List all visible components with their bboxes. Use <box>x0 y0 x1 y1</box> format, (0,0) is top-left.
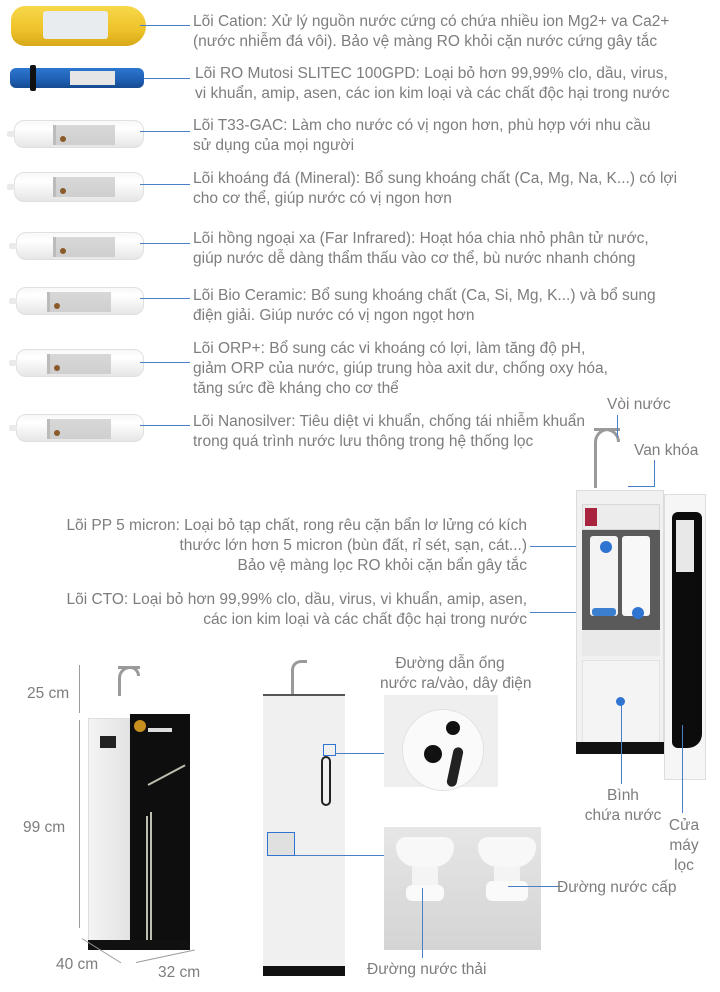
pp-filter-marker <box>600 541 612 553</box>
leader-line-valve-v <box>654 460 655 486</box>
filter-desc-t33: Lõi T33-GAC: Làm cho nước có vị ngon hơn, phù hợp với nhu cầu sử dụng của mọi người <box>193 117 651 154</box>
machine-open-view <box>576 490 706 780</box>
filter-cartridge-cation <box>11 6 146 46</box>
dimension-faucet-height: 25 cm <box>27 685 70 702</box>
dimension-depth: 40 cm <box>56 956 99 973</box>
inner-filter-desc-cto: Lõi CTO: Loại bỏ hơn 99,99% clo, dầu, virus, vi khuẩn, amip, asen, các ion kim loại và các chất độc hại trong nước <box>66 591 527 628</box>
rear-port-photo <box>384 695 498 787</box>
filter-desc-bio-ceramic: Lõi Bio Ceramic: Bổ sung khoáng chất (Ca, Si, Mg, K...) và bổ sung điện giải. Giúp nước có vị ngon ngọt hơn <box>193 287 656 324</box>
leader-line-orp <box>140 362 190 363</box>
label-valve: Van khóa <box>634 442 699 459</box>
label-water-drain: Đường nước thải <box>367 961 487 978</box>
label-faucet: Vòi nước <box>607 396 671 413</box>
leader-line-tank <box>621 702 622 784</box>
label-door: Cửa máy lọc <box>668 817 700 874</box>
dimension-line-body <box>79 720 80 928</box>
drain-port-highlight <box>267 832 295 856</box>
filter-desc-ro: Lõi RO Mutosi SLITEC 100GPD: Loại bỏ hơn 99,99% clo, dầu, virus, vi khuẩn, amip, asen, các ion kim loại và các chất độc hại trong nước <box>195 65 670 102</box>
label-rear-pipes: Đường dẫn ống nước ra/vào, dây điện <box>380 655 532 692</box>
leader-line-valve-h <box>628 486 655 487</box>
machine-rear-view <box>263 656 345 976</box>
dimension-line-faucet <box>79 665 80 713</box>
dimension-width: 32 cm <box>158 964 201 981</box>
water-ports-photo <box>384 827 541 950</box>
leader-line-supply <box>508 886 558 887</box>
filter-cartridge-bio-ceramic <box>16 287 144 315</box>
leader-line-bio-ceramic <box>140 298 190 299</box>
leader-line-drain-port <box>295 855 385 856</box>
power-cord-icon <box>321 756 331 806</box>
filter-cartridge-t33 <box>14 120 144 148</box>
filter-desc-far-infrared: Lõi hồng ngoại xa (Far Infrared): Hoạt hóa chia nhỏ phân tử nước, giúp nước dễ dàng thẩm thấu vào cơ thể, bù nước nhanh chóng <box>193 230 649 267</box>
label-water-supply: Đường nước cấp <box>557 879 677 896</box>
inner-filter-desc-pp: Lõi PP 5 micron: Loại bỏ tạp chất, rong rêu cặn bẩn lơ lửng có kích thước lớn hơn 5 micron (bùn đất, rỉ sét, sạn, cát...) Bảo vệ màng lọc RO khỏi cặn bẩn gây tắc <box>66 517 527 574</box>
filter-desc-cation: Lõi Cation: Xử lý nguồn nước cứng có chứa nhiều ion Mg2+ va Ca2+ (nước nhiễm đá vôi). Bảo vệ màng RO khỏi cặn nước cứng gây tắc <box>193 13 670 50</box>
tank-marker <box>616 697 625 706</box>
cto-filter-marker <box>632 607 644 619</box>
leader-line-drain <box>422 888 423 958</box>
filter-cartridge-ro <box>10 68 144 88</box>
filter-cartridge-far-infrared <box>16 232 144 260</box>
leader-line-mineral <box>140 184 190 185</box>
dimension-body-height: 99 cm <box>23 819 66 836</box>
filter-cartridge-orp <box>16 349 144 377</box>
filter-cartridge-mineral <box>14 172 144 202</box>
leader-line-door <box>682 725 683 813</box>
leader-line-far-infrared <box>140 243 190 244</box>
filter-cartridge-nanosilver <box>16 414 144 442</box>
machine-closed-view <box>88 666 192 956</box>
filter-desc-orp: Lõi ORP+: Bổ sung các vi khoáng có lợi, làm tăng độ pH, giảm ORP của nước, giúp trung hòa axit dư, chống oxy hóa, tăng sức đề kháng cho cơ thể <box>193 340 608 397</box>
filter-desc-mineral: Lõi khoáng đá (Mineral): Bổ sung khoáng chất (Ca, Mg, Na, K...) có lợi cho cơ thể, giúp nước có vị ngon hơn <box>193 170 678 207</box>
filter-desc-nanosilver: Lõi Nanosilver: Tiêu diệt vi khuẩn, chống tái nhiễm khuẩn trong quá trình nước lưu thông trong hệ thống lọc <box>193 413 586 450</box>
leader-line-rear-port <box>336 753 386 754</box>
leader-line-ro <box>144 78 190 79</box>
leader-line-cation <box>140 25 190 26</box>
rear-port-highlight <box>323 744 336 756</box>
label-tank: Bình chứa nước <box>584 787 662 824</box>
leader-line-nanosilver <box>140 425 190 426</box>
leader-line-t33 <box>140 131 190 132</box>
leader-line-faucet <box>617 415 618 437</box>
